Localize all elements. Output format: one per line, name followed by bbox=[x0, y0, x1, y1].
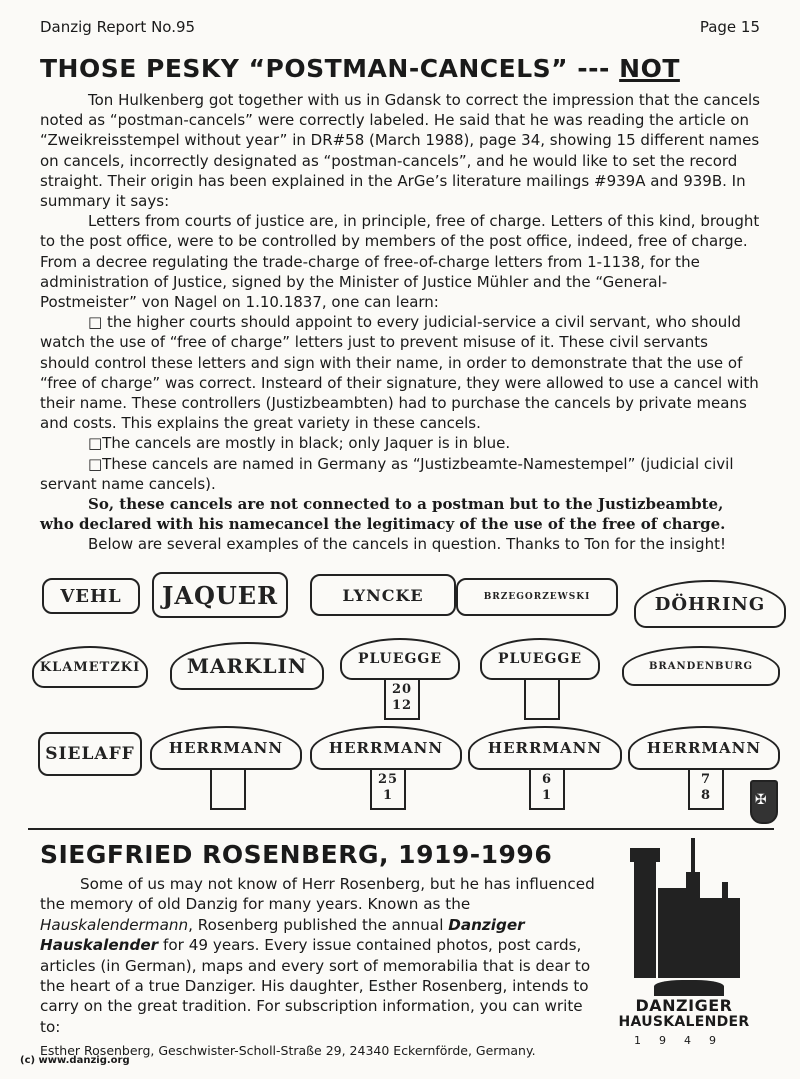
cancel-stamp-name: VEHL bbox=[60, 585, 122, 607]
article-title bbox=[40, 54, 680, 83]
cancel-stamp bbox=[152, 572, 288, 618]
cancel-date-box bbox=[688, 768, 724, 810]
cancel-stamp bbox=[310, 574, 456, 616]
obituary-body bbox=[40, 874, 600, 1062]
article-title-not: NOT bbox=[619, 54, 680, 83]
cancel-date-digit: 8 bbox=[700, 788, 712, 803]
cancel-stamp-name: BRANDENBURG bbox=[648, 660, 754, 672]
page-number: Page 15 bbox=[699, 18, 760, 36]
cancel-stamp bbox=[340, 638, 460, 713]
cancel-stamp-name: PLUEGGE bbox=[357, 651, 443, 667]
cancel-stamp bbox=[480, 638, 600, 680]
cancel-date-box bbox=[370, 768, 406, 810]
cancel-date-digit: 6 bbox=[541, 772, 553, 787]
article-body bbox=[40, 90, 762, 555]
article-paragraph: Letters from courts of justice are, in principle, free of charge. Letters of this kind, brought to the post office, were to be controlled by members of the post office, indeed, free of charge. From a decree regulating the trade-charge of free-of-charge letters from 1-1138, for the administration of Justice, signed by the Minister of Justice Mühler and the “General-Postmeister” von Nagel on 1.10.1837, one can learn: bbox=[40, 212, 760, 312]
cancel-stamp bbox=[38, 732, 142, 776]
danzig-crest-icon bbox=[750, 780, 778, 824]
cancel-stamp bbox=[622, 646, 780, 686]
article-paragraph: □These cancels are named in Germany as “Justizbeamte-Namestempel” (judicial civil servant name cancels). bbox=[40, 454, 734, 493]
cancel-date-digit: 25 bbox=[377, 772, 399, 787]
cancel-stamp-name: SIELAFF bbox=[45, 744, 135, 764]
cancel-stamp bbox=[628, 726, 780, 803]
danzig-skyline-icon bbox=[624, 838, 742, 978]
cancel-stamp bbox=[32, 646, 148, 688]
cancel-date-digit: 7 bbox=[700, 772, 712, 787]
cancel-date-digit: 1 bbox=[382, 788, 394, 803]
cancel-stamp bbox=[170, 642, 324, 690]
cancel-stamp-name: HERRMANN bbox=[487, 739, 603, 757]
cancel-examples bbox=[28, 566, 788, 826]
obituary-text: for 49 years. Every issue contained photos, post cards, articles (in German), maps and every sort of memorabilia that is dear to the heart of a true Danziger. His daughter, Esther Rosenberg, intends to carry on the great tradition. For subscription information, you can write to: bbox=[40, 936, 591, 1036]
cancel-stamp bbox=[634, 580, 786, 628]
obituary-italic: Hauskalendermann bbox=[40, 915, 189, 934]
publication-title: Danziger Hauskalender bbox=[40, 915, 525, 955]
article-conclusion: So, these cancels are not connected to a postman but to the Justizbeambte, who declared with his namecancel the legitimacy of the use of the free of charge. bbox=[40, 495, 726, 534]
cancel-date-box bbox=[529, 768, 565, 810]
cancel-stamp bbox=[468, 726, 622, 803]
cancel-stamp-name: MARKLIN bbox=[186, 654, 308, 678]
subscription-address: Esther Rosenberg, Geschwister-Scholl-Straße 29, 24340 Eckernförde, Germany. bbox=[40, 1043, 536, 1059]
cancel-date-box bbox=[210, 768, 246, 810]
cancel-stamp bbox=[310, 726, 462, 803]
obituary-text: Some of us may not know of Herr Rosenberg, but he has influenced the memory of old Danzig for many years. Known as the bbox=[40, 875, 595, 914]
cancel-date-box bbox=[524, 678, 560, 720]
cancel-stamp-name: KLAMETZKI bbox=[39, 659, 141, 675]
logo-year: 1949 bbox=[634, 1034, 734, 1047]
cancel-stamp-name: JAQUER bbox=[161, 580, 279, 610]
article-paragraph: □ the higher courts should appoint to every judicial-service a civil servant, who should watch the use of “free of charge” letters just to prevent misuse of it. These civil servants should control these letters and sign with their name, in order to demonstrate that the use of “free of charge” was correct. Insteard of their signature, they were allowed to use a cancel with their name. These controllers (Justizbeambten) had to purchase the cancels by private means and costs. This explains the great variety in these cancels. bbox=[40, 313, 759, 433]
cancel-date-box bbox=[384, 678, 420, 720]
page-header bbox=[40, 18, 760, 40]
logo-line1: DANZIGER bbox=[635, 996, 733, 1015]
publication-name: Danzig Report No.95 bbox=[40, 18, 196, 36]
cancel-stamp bbox=[42, 578, 140, 614]
cancel-stamp-name: BRZEGORZEWSKI bbox=[483, 592, 591, 602]
copyright-footer: (c) www.danzig.org bbox=[20, 1055, 130, 1066]
obituary-title: SIEGFRIED ROSENBERG, 1919-1996 bbox=[40, 840, 553, 869]
article-paragraph: Below are several examples of the cancels in question. Thanks to Ton for the insight! bbox=[88, 535, 726, 554]
article-title-main: THOSE PESKY “POSTMAN-CANCELS” --- bbox=[40, 54, 620, 83]
cancel-stamp bbox=[456, 578, 618, 616]
cancel-stamp-name: HERRMANN bbox=[328, 739, 444, 757]
cancel-stamp-name: PLUEGGE bbox=[497, 651, 583, 667]
hauskalender-logo bbox=[618, 828, 750, 1048]
cancel-stamp-name: LYNCKE bbox=[342, 585, 424, 605]
cancel-date-digit: 1 bbox=[541, 788, 553, 803]
cancel-stamp-name: DÖHRING bbox=[654, 593, 766, 615]
logo-line2: HAUSKALENDER bbox=[618, 1014, 750, 1030]
cancel-stamp-name: HERRMANN bbox=[168, 739, 284, 757]
article-paragraph: □The cancels are mostly in black; only Jaquer is in blue. bbox=[88, 434, 511, 453]
cancel-stamp-name: HERRMANN bbox=[646, 739, 762, 757]
obituary-paragraph bbox=[40, 874, 600, 1037]
cancel-stamp bbox=[150, 726, 302, 770]
cancel-date-digit: 20 bbox=[391, 682, 413, 697]
article-paragraph: Ton Hulkenberg got together with us in Gdansk to correct the impression that the cancels noted as “postman-cancels” were correctly labeled. He said that he was reading the article on “Zweikreisstempel without year” in DR#58 (March 1988), page 34, showing 15 different names on cancels, incorrectly designated as “postman-cancels”, and he would like to set the record straight. Their origin has been explained in the ArGe’s literature mailings #939A and 939B. In summary it says: bbox=[40, 91, 760, 211]
cancel-date-digit: 12 bbox=[391, 698, 413, 713]
obituary-text: , Rosenberg published the annual bbox=[188, 915, 449, 934]
